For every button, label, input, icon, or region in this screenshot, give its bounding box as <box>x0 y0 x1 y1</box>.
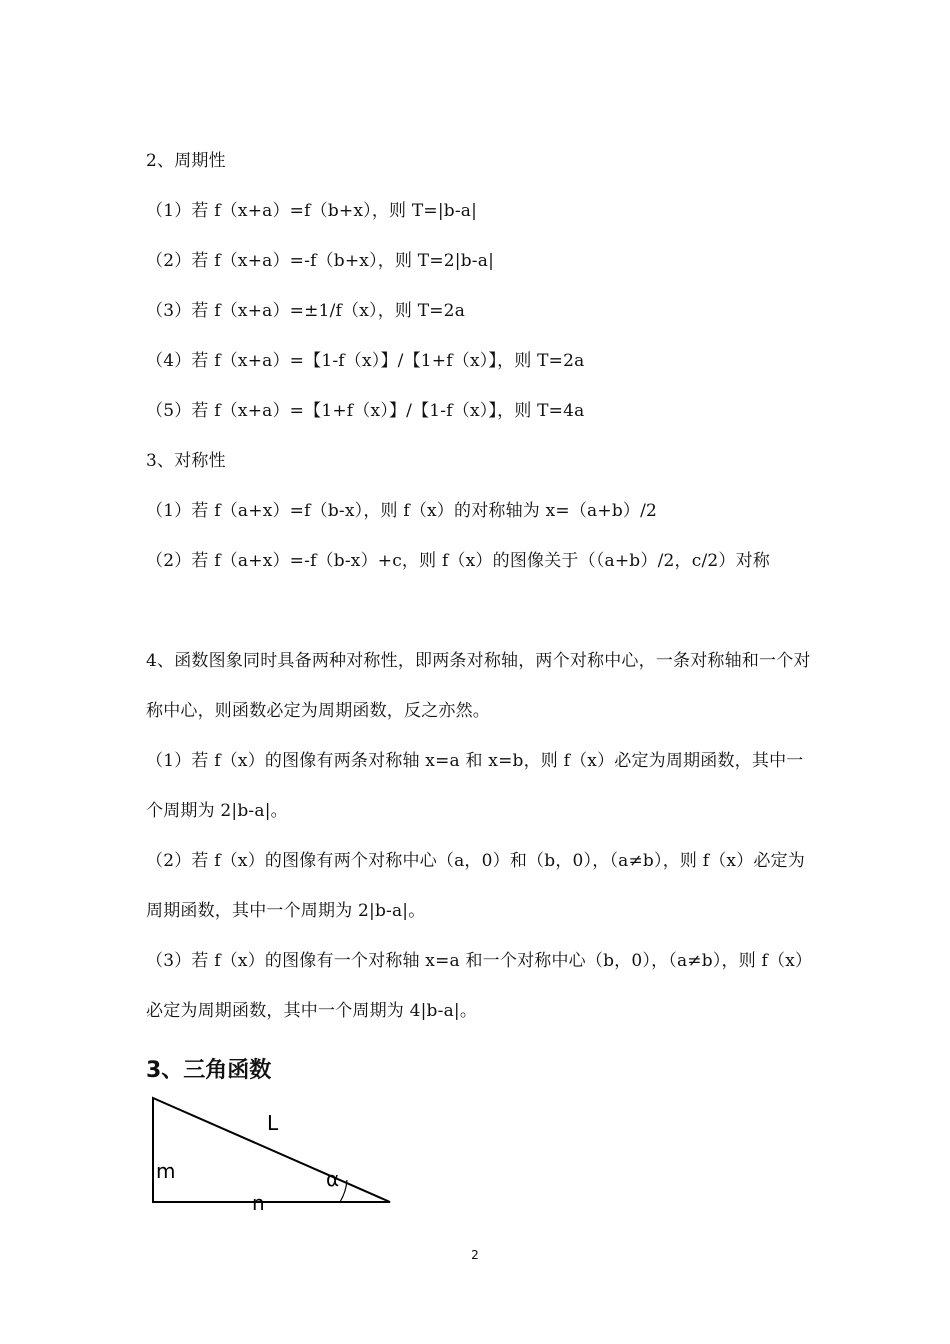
symmetry-item-2: （2）若 f（a+x）=-f（b-x）+c，则 f（x）的图像关于（（a+b）/2，c/2）对称 <box>146 551 770 571</box>
trig-heading: 3、三角函数 <box>146 1058 272 1083</box>
periodicity-item-5: （5）若 f（x+a）=【1+f（x）】/【1-f（x）】，则 T=4a <box>146 401 585 421</box>
page-number: 2 <box>471 1248 479 1262</box>
vertical-side-label: m <box>156 1159 176 1183</box>
periodicity-item-4: （4）若 f（x+a）=【1-f（x）】/【1+f（x）】，则 T=2a <box>146 351 585 371</box>
section-title-both-symmetries: 4、函数图象同时具备两种对称性，即两条对称轴，两个对称中心，一条对称轴和一个对称中心，则函数必定为周期函数，反之亦然。 <box>146 651 811 721</box>
hypotenuse-label: L <box>267 1111 279 1135</box>
angle-label: α <box>326 1167 340 1191</box>
symmetry-item-1: （1）若 f（a+x）=f（b-x），则 f（x）的对称轴为 x=（a+b）/2 <box>146 501 658 521</box>
section-title-periodicity: 2、周期性 <box>146 151 226 171</box>
right-triangle-diagram <box>140 1090 410 1220</box>
periodicity-item-3: （3）若 f（x+a）=±1/f（x），则 T=2a <box>146 301 466 321</box>
both-item-3: （3）若 f（x）的图像有一个对称轴 x=a 和一个对称中心（b，0），（a≠b），则 f（x）必定为周期函数，其中一个周期为 4|b-a|。 <box>146 951 813 1021</box>
both-item-1: （1）若 f（x）的图像有两条对称轴 x=a 和 x=b，则 f（x）必定为周期函数，其中一个周期为 2|b-a|。 <box>146 751 804 821</box>
base-label: n <box>252 1191 265 1215</box>
periodicity-item-1: （1）若 f（x+a）=f（b+x），则 T=|b-a| <box>146 201 478 221</box>
periodicity-item-2: （2）若 f（x+a）=-f（b+x），则 T=2|b-a| <box>146 251 494 271</box>
section-title-symmetry: 3、对称性 <box>146 451 226 471</box>
both-item-2: （2）若 f（x）的图像有两个对称中心（a，0）和（b，0），（a≠b），则 f（x）必定为周期函数，其中一个周期为 2|b-a|。 <box>146 851 805 921</box>
